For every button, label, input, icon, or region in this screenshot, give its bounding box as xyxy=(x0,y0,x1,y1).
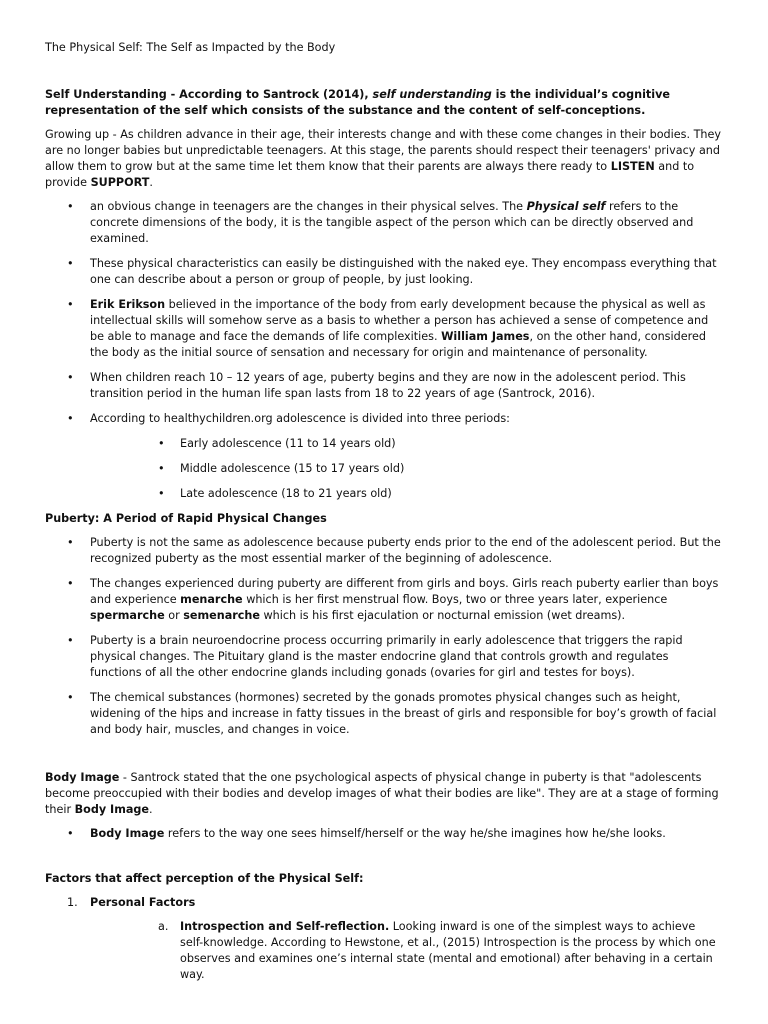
bullet-text: , on the other hand, considered the body as the initial source of sensation and necessary for origin and maintenance of personality. xyxy=(90,330,706,359)
body-image-label: Body Image xyxy=(74,803,149,816)
body-image-text: - Santrock stated that the one psychological aspects of physical change in puberty is that "adolescents become preoccupied with their bodies and develop images of what their bodies are like". They are at a stage of forming their xyxy=(45,771,719,816)
bullet-text: Puberty is not the same as adolescence because puberty ends prior to the end of the adolescent period. But the recognized puberty as the most essential marker of the beginning of adolescence. xyxy=(90,536,721,565)
physical-self-term: Physical self xyxy=(526,200,606,213)
spacer xyxy=(45,851,722,871)
bullet-text: which is his first ejaculation or nocturnal emission (wet dreams). xyxy=(259,609,626,622)
physical-self-bullet-list xyxy=(45,199,722,427)
bullet-text: refers to the way one sees himself/herself or the way he/she imagines how he/she looks. xyxy=(164,827,666,840)
puberty-heading: Puberty: A Period of Rapid Physical Changes xyxy=(45,512,327,525)
personal-factors-label: Personal Factors xyxy=(90,896,196,909)
growing-up-paragraph xyxy=(45,127,722,191)
support-word: SUPPORT xyxy=(90,176,150,189)
william-james-name: William James xyxy=(441,330,530,343)
self-understanding-intro: Self Understanding - According to Santrock (2014), xyxy=(45,88,373,101)
bullet-text: The chemical substances (hormones) secreted by the gonads promotes physical changes such as height, widening of the hips and increase in fatty tissues in the breast of girls and responsible for boy’s growth of facial and body hair, muscles, and changes in voice. xyxy=(90,691,717,736)
bullet-text: refers to the concrete dimensions of the body, it is the tangible aspect of the person which can be directly observed and examined. xyxy=(90,200,694,245)
list-item xyxy=(45,370,722,402)
semenarche-term: semenarche xyxy=(183,609,260,622)
growing-up-end: . xyxy=(149,176,153,189)
list-item xyxy=(45,411,722,427)
bullet-text: or xyxy=(164,609,184,622)
list-item xyxy=(45,895,722,911)
bullet-text: Puberty is a brain neuroendocrine process occurring primarily in early adolescence that triggers the rapid physical changes. The Pituitary gland is the master endocrine gland that controls growth and regulates functions of all the other endocrine glands including gonads (ovaries for girl and testes for boys). xyxy=(90,634,683,679)
list-item xyxy=(45,826,722,842)
list-item: • Early adolescence (11 to 14 years old) xyxy=(135,436,722,452)
erik-erikson-name: Erik Erikson xyxy=(90,298,166,311)
list-item xyxy=(45,199,722,247)
adolescence-periods-list xyxy=(135,436,722,502)
list-item xyxy=(45,690,722,738)
list-marker: 1. xyxy=(67,896,78,909)
factors-numbered-list xyxy=(45,895,722,911)
self-understanding-term: self understanding xyxy=(372,88,492,101)
list-item xyxy=(45,535,722,567)
bullet-text: The changes experienced during puberty are different from girls and boys. Girls reach puberty earlier than boys and experience xyxy=(90,577,719,606)
spermarche-term: spermarche xyxy=(90,609,165,622)
list-item xyxy=(45,919,722,983)
list-item: • Middle adolescence (15 to 17 years old) xyxy=(135,461,722,477)
bullet-text: According to healthychildren.org adolescence is divided into three periods: xyxy=(90,412,510,425)
bullet-text: These physical characteristics can easily be distinguished with the naked eye. They encompass everything that one can describe about a person or group of people, by just looking. xyxy=(90,257,717,286)
bullet-text: an obvious change in teenagers are the changes in their physical selves. The xyxy=(90,200,527,213)
factors-heading: Factors that affect perception of the Physical Self: xyxy=(45,872,364,885)
list-item xyxy=(45,576,722,624)
self-understanding-paragraph xyxy=(45,87,722,119)
document-title: The Physical Self: The Self as Impacted by the Body xyxy=(45,41,336,54)
list-item: • Late adolescence (18 to 21 years old) xyxy=(135,486,722,502)
menarche-term: menarche xyxy=(180,593,243,606)
list-item xyxy=(45,297,722,361)
puberty-bullet-list xyxy=(45,535,722,738)
body-image-term: Body Image xyxy=(90,827,165,840)
listen-word: LISTEN xyxy=(610,160,655,173)
body-image-label: Body Image xyxy=(45,771,120,784)
body-image-bullet-list xyxy=(45,826,722,842)
self-understanding-definition: is the individual’s cognitive representation of the self which consists of the substance and the content of self-conceptions. xyxy=(45,88,670,117)
introspection-text: Looking inward is one of the simplest ways to achieve self-knowledge. According to Hewstone, et al., (2015) Introspection is the process by which one observes and examines one’s internal state (mental and emotional) after behaving in a certain way. xyxy=(180,920,716,981)
introspection-term: Introspection and Self-reflection. xyxy=(180,920,390,933)
body-image-paragraph xyxy=(45,770,722,818)
spacer xyxy=(45,747,722,770)
list-marker: a. xyxy=(158,920,169,933)
personal-factors-sublist xyxy=(45,919,722,983)
bullet-text: which is her first menstrual flow. Boys, two or three years later, experience xyxy=(242,593,668,606)
list-item xyxy=(45,256,722,288)
bullet-text: When children reach 10 – 12 years of age, puberty begins and they are now in the adolescent period. This transition period in the human life span lasts from 18 to 22 years of age (Santrock, 2016). xyxy=(90,371,686,400)
body-image-end: . xyxy=(149,803,153,816)
bullet-text: believed in the importance of the body from early development because the physical as well as intellectual skills will somehow serve as a basis to whether a person has achieved a sense of competence and be able to manage and face the demands of life complexities. xyxy=(90,298,709,343)
growing-up-text: Growing up - As children advance in their age, their interests change and with these come changes in their bodies. They are no longer babies but unpredictable teenagers. At this stage, the parents should respect their teenagers' privacy and allow them to grow but at the same time let them know that their parents are always there ready to xyxy=(45,128,721,173)
growing-up-connector: and to provide xyxy=(45,160,695,189)
list-item xyxy=(45,633,722,681)
